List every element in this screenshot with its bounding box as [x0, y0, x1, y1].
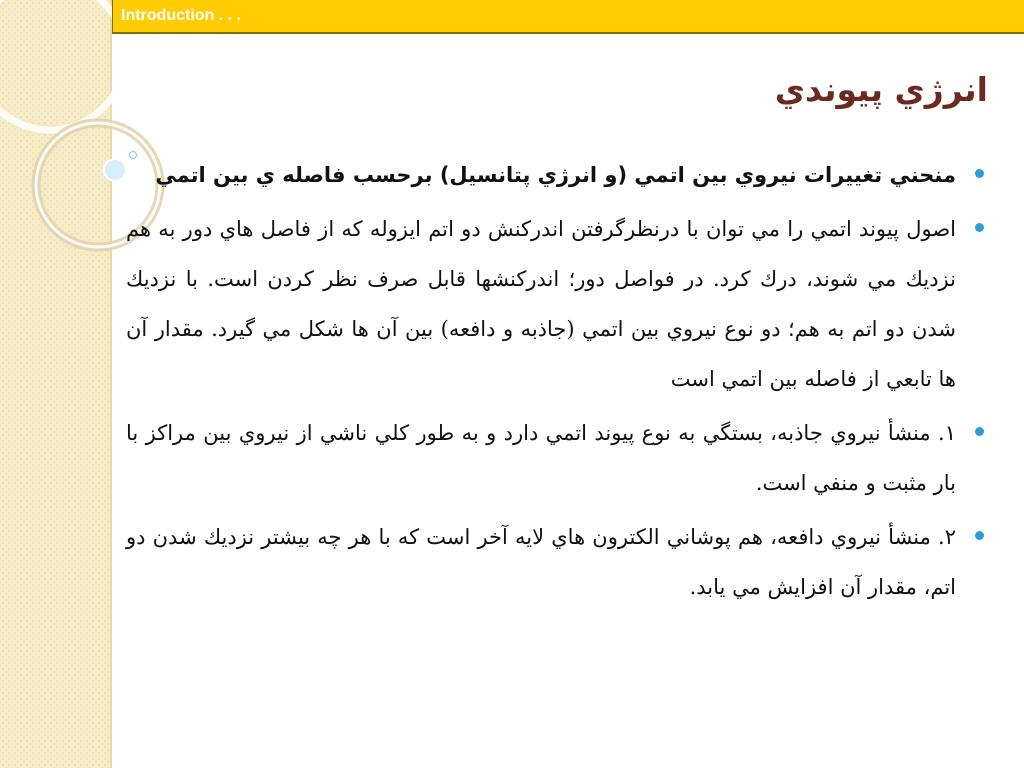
bullet-text: ٢. منشأ نيروي دافعه، هم پوشاني الكترون هاي لايه آخر است كه با هر چه بيشتر نزديك شدن دو اتم، مقدار آن افزايش مي يابد. [126, 525, 956, 599]
header-label: Introduction . . . [121, 7, 241, 24]
bullet-dot-icon [975, 169, 984, 178]
slide-title: انرژي پيوندي [774, 70, 988, 109]
bullet-dot-icon [975, 223, 984, 232]
bullet-list [126, 150, 986, 616]
decor-ring-large [0, 0, 125, 130]
list-item [126, 204, 986, 404]
bullet-dot-icon [975, 427, 984, 436]
header-bar [112, 0, 1024, 34]
decor-dot-large [104, 159, 126, 181]
list-item [126, 408, 986, 508]
list-item [126, 150, 986, 200]
bullet-text: اصول پيوند اتمي را مي توان با درنظرگرفتن اندركنش دو اتم ايزوله كه از فاصل هاي دور به هم نزديك مي شوند، درك كرد. در فواصل دور؛ اندركنشها قابل صرف نظر كردن است. با نزديك شدن دو اتم به هم؛ دو نوع نيروي بين اتمي (جاذبه و دافعه) بين آن ها شكل مي گيرد. مقدار آن ها تابعي از فاصله بين اتمي است [126, 217, 956, 391]
bullet-text: ١. منشأ نيروي جاذبه، بستگي به نوع پيوند اتمي دارد و به طور كلي ناشي از نيروي بين مراكز با بار مثبت و منفي است. [126, 421, 956, 495]
list-item [126, 512, 986, 612]
bullet-dot-icon [975, 531, 984, 540]
bullet-text: منحني تغييرات نيروي بين اتمي (و انرژي پتانسيل) برحسب فاصله ي بين اتمي [155, 163, 956, 187]
